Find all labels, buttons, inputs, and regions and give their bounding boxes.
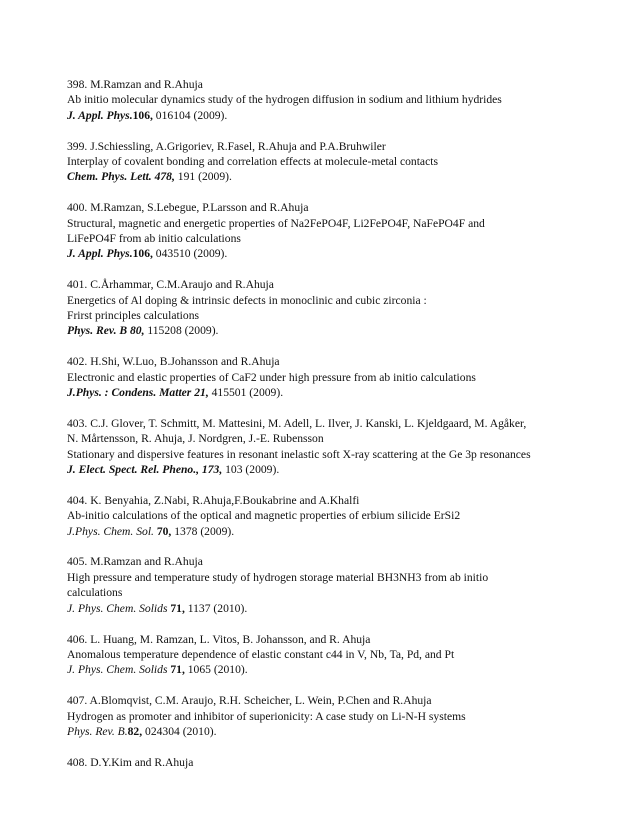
reference-citation (67, 662, 627, 677)
journal-name: J.Phys. : Condens. Matter 21, (67, 386, 209, 400)
journal-volume: 106, (132, 247, 153, 261)
reference-entry (67, 693, 627, 739)
journal-name: J. Appl. Phys. (67, 108, 133, 122)
citation-pages-year: 016104 (2009). (152, 108, 228, 122)
reference-authors: 398. M.Ramzan and R.Ahuja (67, 78, 203, 91)
reference-authors: 405. M.Ramzan and R.Ahuja (67, 555, 203, 569)
journal-volume: 71, (167, 601, 185, 615)
reference-entry (67, 554, 627, 616)
reference-entry (67, 200, 627, 262)
journal-name: J. Appl. Phys. (67, 247, 133, 261)
reference-title: Stationary and dispersive features in resonant inelastic soft X-ray scattering at the Ge 3p resonances (67, 447, 531, 461)
reference-citation (67, 724, 627, 739)
citation-pages-year: 043510 (2009). (152, 247, 228, 261)
reference-entry (67, 493, 627, 539)
reference-authors: 399. J.Schiessling, A.Grigoriev, R.Fasel, R.Ahuja and P.A.Bruhwiler (67, 139, 386, 153)
reference-entry (67, 632, 627, 678)
reference-title: Ab initio molecular dynamics study of the hydrogen diffusion in sodium and lithium hydrides (67, 93, 502, 107)
reference-title: Structural, magnetic and energetic properties of Na2FePO4F, Li2FePO4F, NaFePO4F and (67, 216, 485, 230)
journal-name: Phys. Rev. B. (67, 724, 128, 738)
reference-entry (67, 354, 627, 400)
reference-citation (67, 169, 627, 184)
reference-authors: 402. H.Shi, W.Luo, B.Johansson and R.Ahuja (67, 355, 280, 369)
citation-pages-year: 1137 (2010). (184, 601, 248, 615)
journal-volume: 70, (153, 524, 172, 538)
journal-volume: 71, (167, 663, 185, 677)
reference-title: High pressure and temperature study of hydrogen storage material BH3NH3 from ab initio (67, 570, 489, 584)
journal-volume: 106, (132, 108, 153, 122)
reference-title: Hydrogen as promoter and inhibitor of superionicity: A case study on Li-N-H systems (67, 709, 466, 723)
reference-citation (67, 108, 627, 123)
citation-pages-year: 191 (2009). (174, 170, 232, 184)
reference-authors: 407. A.Blomqvist, C.M. Araujo, R.H. Scheicher, L. Wein, P.Chen and R.Ahuja (67, 694, 432, 708)
citation-pages-year: 1065 (2010). (184, 663, 248, 677)
citation-pages-year: 103 (2009). (222, 463, 280, 477)
reference-authors: 400. M.Ramzan, S.Lebegue, P.Larsson and R.Ahuja (67, 201, 309, 215)
reference-title: Electronic and elastic properties of CaF2 under high pressure from ab initio calculations (67, 370, 476, 384)
reference-citation (67, 462, 627, 477)
reference-title-cont: calculations (67, 586, 123, 600)
citation-pages-year: 024304 (2010). (142, 724, 217, 738)
reference-title: Energetics of Al doping & intrinsic defects in monoclinic and cubic zirconia : (67, 293, 427, 307)
reference-authors: 403. C.J. Glover, T. Schmitt, M. Mattesini, M. Adell, L. Ilver, J. Kanski, L. Kjeldgaard, M. Agåker, (67, 416, 527, 430)
journal-name: Phys. Rev. B 80, (67, 324, 145, 338)
reference-entry (67, 416, 627, 478)
reference-authors: 406. L. Huang, M. Ramzan, L. Vitos, B. Johansson, and R. Ahuja (67, 632, 371, 646)
reference-list (67, 77, 627, 786)
journal-name: J. Phys. Chem. Solids (67, 663, 168, 677)
journal-name: Chem. Phys. Lett. 478, (67, 170, 175, 184)
citation-pages-year: 115208 (2009). (144, 324, 219, 338)
reference-authors: 401. C.Århammar, C.M.Araujo and R.Ahuja (67, 278, 274, 292)
citation-pages-year: 1378 (2009). (171, 524, 235, 538)
reference-title-cont: LiFePO4F from ab initio calculations (67, 232, 241, 246)
reference-title: Interplay of covalent bonding and correlation effects at molecule-metal contacts (67, 155, 438, 169)
reference-entry (67, 139, 627, 185)
journal-name: J.Phys. Chem. Sol. (67, 524, 154, 538)
journal-name: J. Phys. Chem. Solids (67, 601, 168, 615)
citation-pages-year: 415501 (2009). (208, 386, 284, 400)
journal-name: J. Elect. Spect. Rel. Pheno., 173, (67, 463, 223, 477)
reference-citation (67, 323, 627, 338)
reference-entry (67, 755, 627, 770)
reference-citation (67, 524, 627, 539)
reference-title-cont: Frirst principles calculations (67, 309, 200, 323)
reference-title: Ab-initio calculations of the optical and magnetic properties of erbium silicide ErSi2 (67, 509, 461, 523)
reference-authors-cont: N. Mårtensson, R. Ahuja, J. Nordgren, J.-E. Rubensson (67, 432, 324, 446)
reference-title: Anomalous temperature dependence of elastic constant c44 in V, Nb, Ta, Pd, and Pt (67, 647, 455, 661)
reference-authors: 408. D.Y.Kim and R.Ahuja (67, 755, 194, 769)
reference-authors: 404. K. Benyahia, Z.Nabi, R.Ahuja,F.Boukabrine and A.Khalfi (67, 493, 360, 507)
reference-entry (67, 77, 627, 123)
reference-citation (67, 246, 627, 261)
journal-volume: 82, (127, 724, 143, 738)
reference-entry (67, 277, 627, 339)
reference-citation (67, 385, 627, 400)
reference-citation (67, 601, 627, 616)
